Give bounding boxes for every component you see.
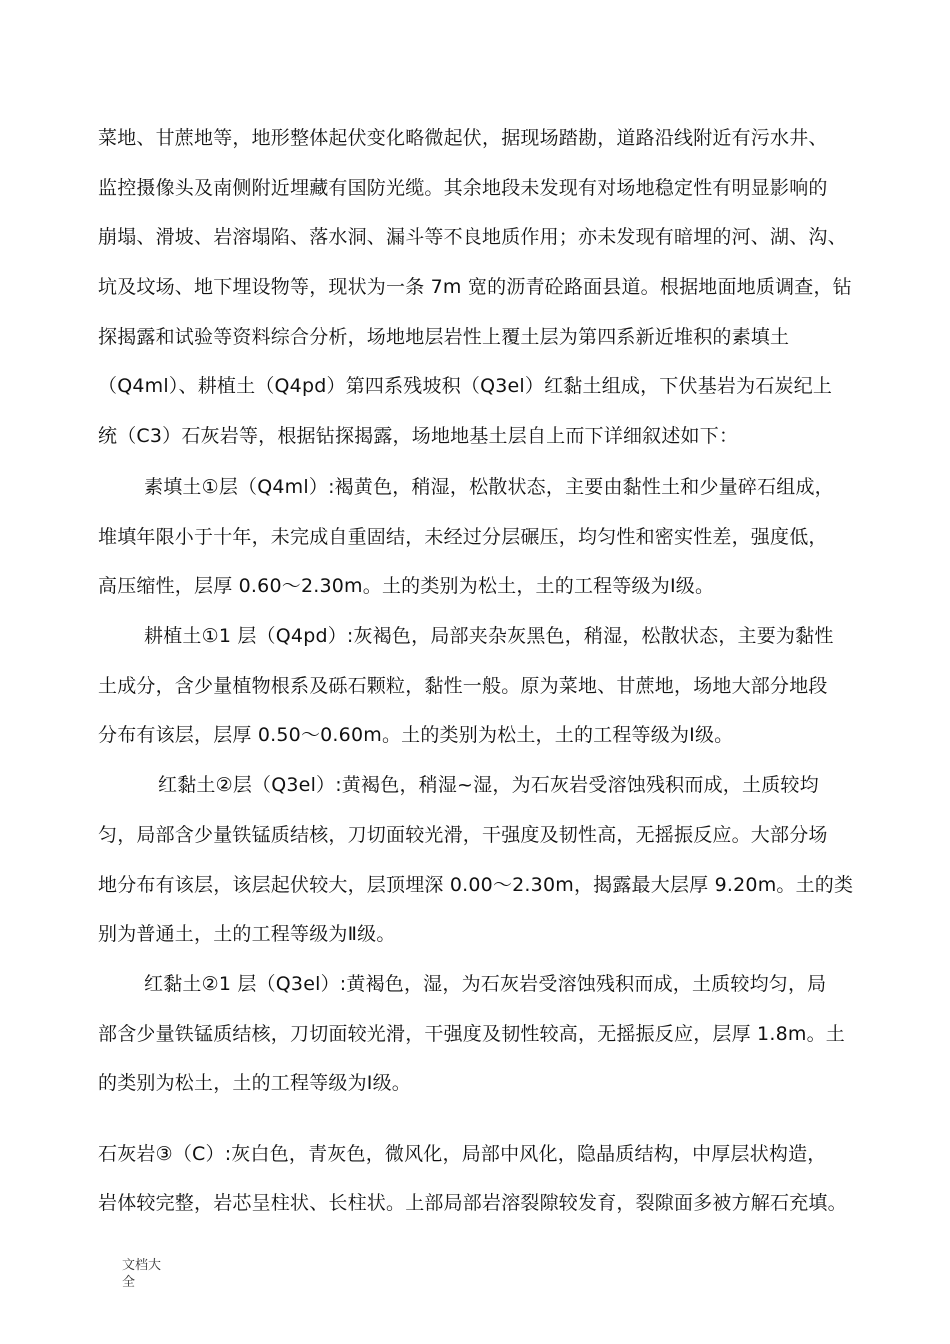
text-line: 部含少量铁锰质结核，刀切面较光滑，干强度及韧性较高，无摇振反应，层厚 1.8m。土 bbox=[98, 1023, 845, 1045]
text-line: 红黏土②层（Q3el）:黄褐色，稍湿~湿，为石灰岩受溶蚀残积而成，土质较均 bbox=[158, 774, 819, 796]
text-line: 地分布有该层，该层起伏较大，层顶埋深 0.00～2.30m，揭露最大层厚 9.20m。土的类 bbox=[98, 874, 854, 896]
footer-line: 文档大 bbox=[122, 1258, 162, 1273]
text-line: 崩塌、滑坡、岩溶塌陷、落水洞、漏斗等不良地质作用；亦未发现有暗埋的河、湖、沟、 bbox=[98, 226, 847, 248]
text-line: 分布有该层，层厚 0.50～0.60m。土的类别为松土，土的工程等级为Ⅰ级。 bbox=[98, 724, 734, 746]
text-line: 统（C3）石灰岩等，根据钻探揭露，场地地基土层自上而下详细叙述如下： bbox=[98, 425, 739, 447]
text-line: 耕植土①1 层（Q4pd）:灰褐色，局部夹杂灰黑色，稍湿，松散状态，主要为黏性 bbox=[144, 625, 834, 647]
page-footer bbox=[122, 1257, 172, 1291]
text-line: 素填土①层（Q4ml）:褐黄色，稍湿，松散状态，主要由黏性土和少量碎石组成， bbox=[144, 476, 834, 498]
text-line: 坑及坟场、地下埋设物等，现状为一条 7m 宽的沥青砼路面县道。根据地面地质调查，钻 bbox=[98, 276, 852, 298]
text-line: 土成分，含少量植物根系及砾石颗粒，黏性一般。原为菜地、甘蔗地，场地大部分地段 bbox=[98, 675, 828, 697]
footer-line: 全 bbox=[122, 1275, 136, 1290]
text-line: 堆填年限小于十年，未完成自重固结，未经过分层碾压，均匀性和密实性差，强度低， bbox=[98, 526, 828, 548]
text-line: 别为普通土，土的工程等级为Ⅱ级。 bbox=[98, 923, 396, 945]
text-line: 监控摄像头及南侧附近埋藏有国防光缆。其余地段未发现有对场地稳定性有明显影响的 bbox=[98, 177, 828, 199]
text-line: 匀，局部含少量铁锰质结核，刀切面较光滑，干强度及韧性高，无摇振反应。大部分场 bbox=[98, 824, 828, 846]
text-line: （Q4ml）、耕植土（Q4pd）第四系残坡积（Q3el）红黏土组成，下伏基岩为石炭纪上 bbox=[98, 375, 833, 397]
text-line: 菜地、甘蔗地等，地形整体起伏变化略微起伏，据现场踏勘，道路沿线附近有污水井、 bbox=[98, 127, 828, 149]
text-line: 红黏土②1 层（Q3el）:黄褐色，湿，为石灰岩受溶蚀残积而成，土质较均匀，局 bbox=[144, 973, 827, 995]
text-line: 探揭露和试验等资料综合分析，场地地层岩性上覆土层为第四系新近堆积的素填土 bbox=[98, 326, 790, 348]
text-line: 的类别为松土，土的工程等级为Ⅰ级。 bbox=[98, 1072, 412, 1094]
text-line: 岩体较完整，岩芯呈柱状、长柱状。上部局部岩溶裂隙较发育，裂隙面多被方解石充填。 bbox=[98, 1192, 847, 1214]
text-line: 高压缩性，层厚 0.60～2.30m。土的类别为松土，土的工程等级为Ⅰ级。 bbox=[98, 575, 715, 597]
text-line: 石灰岩③（C）:灰白色，青灰色，微风化，局部中风化，隐晶质结构，中厚层状构造， bbox=[98, 1143, 827, 1165]
